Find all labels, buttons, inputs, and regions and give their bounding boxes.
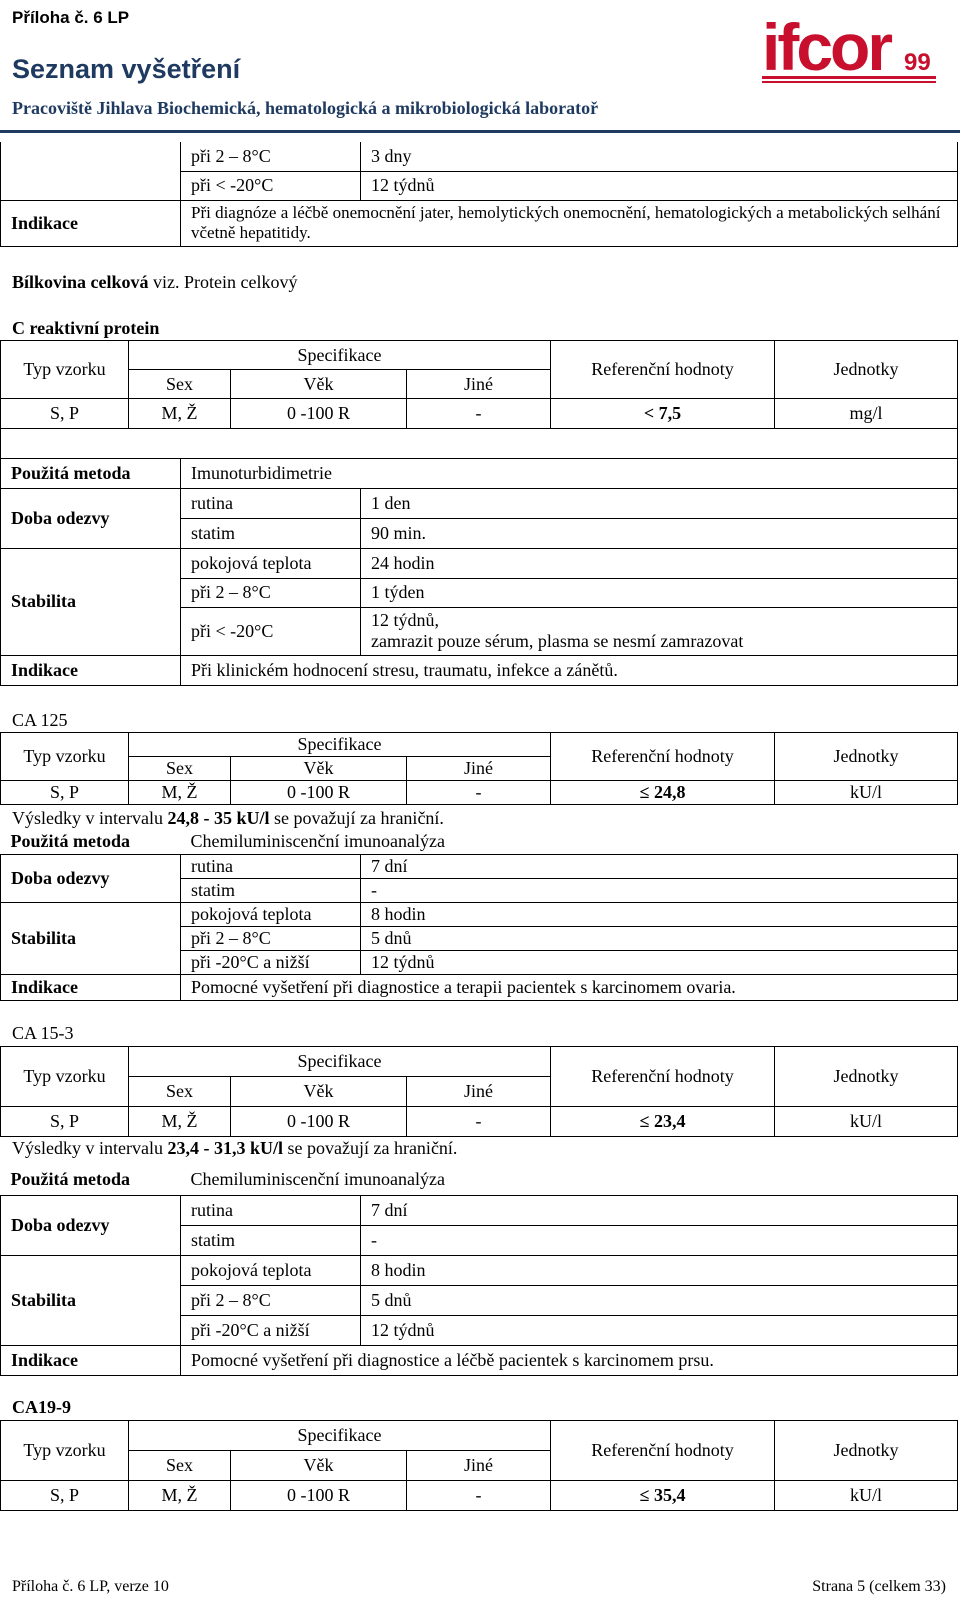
specifikace-header: Specifikace	[129, 733, 551, 757]
stabilita-value: 12 týdnů	[361, 1315, 958, 1345]
doba-key: statim	[181, 878, 361, 902]
stabilita-key: při 2 – 8°C	[181, 926, 361, 950]
reference-value: ≤ 23,4	[551, 1107, 775, 1137]
metoda-label: Použitá metoda	[1, 459, 181, 488]
indikace-label: Indikace	[1, 655, 181, 685]
stabilita-key: při < -20°C	[181, 607, 361, 655]
referencni-header: Referenční hodnoty	[551, 1047, 775, 1107]
appendix-label: Příloha č. 6 LP	[12, 8, 130, 27]
reference-value: ≤ 24,8	[551, 781, 775, 805]
vek-header: Věk	[231, 1077, 407, 1107]
doba-value: 90 min.	[361, 518, 958, 548]
doba-key: statim	[181, 1225, 361, 1255]
jine-value: -	[407, 1107, 551, 1137]
metoda-label: Použitá metoda	[10, 1169, 130, 1190]
stabilita-key: při -20°C a nižší	[181, 1315, 361, 1345]
doba-key: rutina	[181, 488, 361, 518]
stabilita-key: při 2 – 8°C	[181, 1285, 361, 1315]
indikace-label: Indikace	[1, 1345, 181, 1375]
stabilita-key: pokojová teplota	[181, 548, 361, 578]
sex-value: M, Ž	[129, 1107, 231, 1137]
ca153-spec-table	[0, 1046, 958, 1137]
vek-header: Věk	[231, 370, 407, 399]
unit-value: mg/l	[775, 399, 958, 429]
logo-number: 99	[904, 49, 931, 76]
doba-value: 7 dní	[361, 854, 958, 878]
stabilita-key: pokojová teplota	[181, 1255, 361, 1285]
indikace-text: Při klinickém hodnocení stresu, traumatu, infekce a zánětů.	[181, 655, 958, 685]
bilkovina-name: Bílkovina celková	[12, 272, 149, 292]
vek-header: Věk	[231, 757, 407, 781]
jednotky-header: Jednotky	[775, 733, 958, 781]
sex-header: Sex	[129, 1077, 231, 1107]
doba-key: rutina	[181, 1195, 361, 1225]
typ-value: S, P	[1, 1481, 129, 1511]
borderline-note	[12, 808, 444, 829]
referencni-header: Referenční hodnoty	[551, 733, 775, 781]
logo-text: ifcor	[762, 10, 891, 84]
doba-value: -	[361, 878, 958, 902]
jednotky-header: Jednotky	[775, 1421, 958, 1481]
note-text: Výsledky v intervalu	[12, 1138, 168, 1158]
header-rule	[0, 130, 960, 133]
stability-condition: při 2 – 8°C	[181, 142, 361, 171]
ca125-details-table	[0, 830, 958, 1001]
section-title-ca153: CA 15-3	[12, 1023, 74, 1043]
ifcor-logo	[762, 6, 936, 84]
jednotky-header: Jednotky	[775, 1047, 958, 1107]
stabilita-value-multi	[361, 607, 958, 655]
footer-version: Příloha č. 6 LP, verze 10	[12, 1578, 169, 1595]
page-title: Seznam vyšetření	[12, 54, 241, 84]
section-title-crp: C reaktivní protein	[12, 318, 160, 338]
stability-condition: při < -20°C	[181, 171, 361, 200]
stabilita-key: při 2 – 8°C	[181, 578, 361, 607]
crp-spec-table	[0, 340, 958, 459]
bilkovina-rest: viz. Protein celkový	[148, 272, 298, 292]
sex-header: Sex	[129, 1451, 231, 1481]
indikace-label: Indikace	[1, 974, 181, 1000]
stability-value: 3 dny	[361, 142, 958, 171]
jine-header: Jiné	[407, 1451, 551, 1481]
unit-value: kU/l	[775, 1107, 958, 1137]
doba-value: 7 dní	[361, 1195, 958, 1225]
bilkovina-reference	[12, 272, 298, 293]
metoda-value: Imunoturbidimetrie	[181, 459, 958, 488]
stabilita-label: Stabilita	[1, 1255, 181, 1345]
section-title-ca199: CA19-9	[12, 1397, 71, 1417]
metoda-value: Chemiluminiscenční imunoanalýza	[190, 1169, 445, 1190]
doba-value: 1 den	[361, 488, 958, 518]
jine-value: -	[407, 399, 551, 429]
sex-value: M, Ž	[129, 781, 231, 805]
doba-key: statim	[181, 518, 361, 548]
referencni-header: Referenční hodnoty	[551, 341, 775, 399]
doba-label: Doba odezvy	[1, 488, 181, 548]
spacer-row	[1, 429, 958, 459]
vek-value: 0 -100 R	[231, 399, 407, 429]
stabilita-value: 8 hodin	[361, 1255, 958, 1285]
typ-vzorku-header: Typ vzorku	[1, 341, 129, 399]
indikace-text: Pomocné vyšetření při diagnostice a léčbě pacientek s karcinomem prsu.	[181, 1345, 958, 1375]
typ-vzorku-header: Typ vzorku	[1, 1047, 129, 1107]
sex-value: M, Ž	[129, 1481, 231, 1511]
vek-value: 0 -100 R	[231, 1481, 407, 1511]
referencni-header: Referenční hodnoty	[551, 1421, 775, 1481]
stabilita-value: 1 týden	[361, 578, 958, 607]
doba-value: -	[361, 1225, 958, 1255]
typ-vzorku-header: Typ vzorku	[1, 1421, 129, 1481]
ca153-details-table	[0, 1165, 958, 1376]
crp-details-table	[0, 459, 958, 686]
reference-value: ≤ 35,4	[551, 1481, 775, 1511]
stabilita-label: Stabilita	[1, 548, 181, 655]
borderline-note	[12, 1138, 457, 1159]
vek-value: 0 -100 R	[231, 781, 407, 805]
note-text: se považují za hraniční.	[283, 1138, 458, 1158]
jine-value: -	[407, 781, 551, 805]
metoda-value: Chemiluminiscenční imunoanalýza	[190, 831, 445, 852]
stabilita-label: Stabilita	[1, 902, 181, 974]
sex-value: M, Ž	[129, 399, 231, 429]
stabilita-note: zamrazit pouze sérum, plasma se nesmí zamrazovat	[371, 631, 744, 651]
unit-value: kU/l	[775, 781, 958, 805]
typ-value: S, P	[1, 781, 129, 805]
sex-header: Sex	[129, 757, 231, 781]
specifikace-header: Specifikace	[129, 1421, 551, 1451]
stabilita-value: 24 hodin	[361, 548, 958, 578]
stability-value: 12 týdnů	[361, 171, 958, 200]
stabilita-value: 12 týdnů	[361, 950, 958, 974]
note-text: Výsledky v intervalu	[12, 808, 168, 828]
sex-header: Sex	[129, 370, 231, 399]
indikace-label: Indikace	[1, 200, 181, 246]
indikace-text: Při diagnóze a léčbě onemocnění jater, hemolytických onemocnění, hematologických a metabolických selhání včetně hepatitidy.	[181, 200, 958, 246]
ca125-spec-table	[0, 732, 958, 805]
jine-header: Jiné	[407, 1077, 551, 1107]
specifikace-header: Specifikace	[129, 1047, 551, 1077]
workplace-subtitle: Pracoviště Jihlava Biochemická, hematologická a mikrobiologická laboratoř	[12, 98, 599, 118]
stabilita-value: 12 týdnů,	[371, 610, 440, 631]
note-interval: 24,8 - 35 kU/l	[167, 808, 270, 828]
doba-label: Doba odezvy	[1, 854, 181, 902]
stabilita-value: 5 dnů	[361, 1285, 958, 1315]
stabilita-value: 5 dnů	[361, 926, 958, 950]
jednotky-header: Jednotky	[775, 341, 958, 399]
typ-vzorku-header: Typ vzorku	[1, 733, 129, 781]
vek-value: 0 -100 R	[231, 1107, 407, 1137]
typ-value: S, P	[1, 399, 129, 429]
jine-value: -	[407, 1481, 551, 1511]
note-text: se považují za hraniční.	[269, 808, 444, 828]
reference-value: < 7,5	[551, 399, 775, 429]
metoda-label: Použitá metoda	[10, 831, 130, 852]
stabilita-key: při -20°C a nižší	[181, 950, 361, 974]
jine-header: Jiné	[407, 757, 551, 781]
unit-value: kU/l	[775, 1481, 958, 1511]
doba-label: Doba odezvy	[1, 1195, 181, 1255]
indikace-text: Pomocné vyšetření při diagnostice a terapii pacientek s karcinomem ovaria.	[181, 974, 958, 1000]
footer-page-number: Strana 5 (celkem 33)	[812, 1578, 946, 1595]
stability-continuation-table	[0, 142, 958, 247]
empty-label-cell	[1, 142, 181, 200]
section-title-ca125: CA 125	[12, 710, 68, 730]
stabilita-key: pokojová teplota	[181, 902, 361, 926]
ca199-spec-table	[0, 1420, 958, 1511]
vek-header: Věk	[231, 1451, 407, 1481]
typ-value: S, P	[1, 1107, 129, 1137]
specifikace-header: Specifikace	[129, 341, 551, 370]
jine-header: Jiné	[407, 370, 551, 399]
note-interval: 23,4 - 31,3 kU/l	[167, 1138, 283, 1158]
stabilita-value: 8 hodin	[361, 902, 958, 926]
doba-key: rutina	[181, 854, 361, 878]
